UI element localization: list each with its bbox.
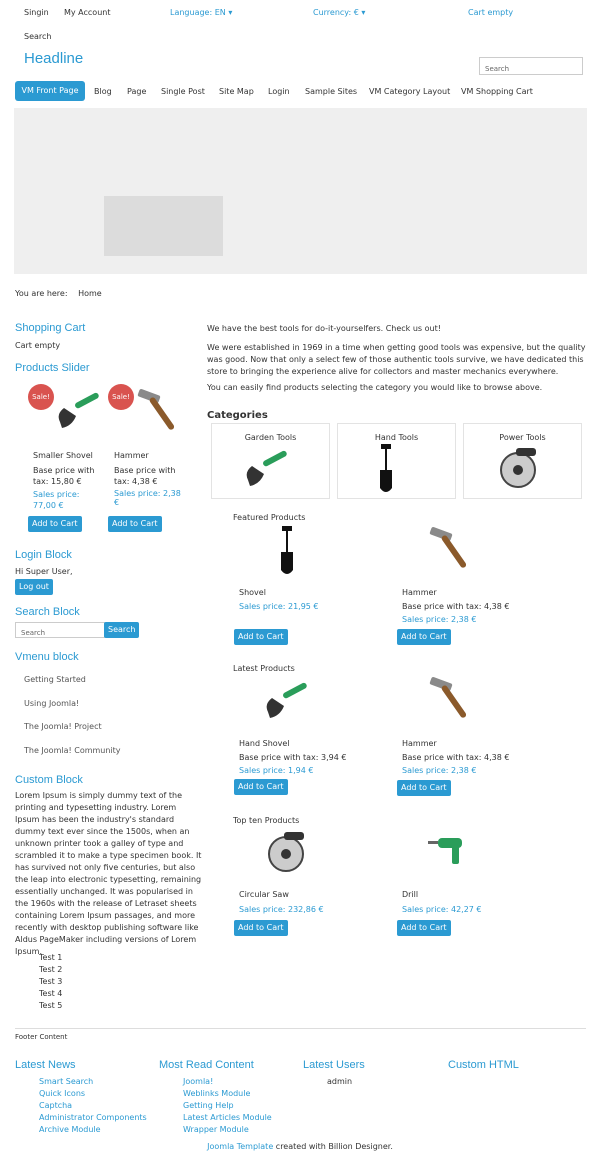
footer-link[interactable]: Joomla! [183,1077,214,1086]
header-search-input[interactable]: Search [479,57,583,75]
hammer-icon[interactable] [134,388,186,436]
base-price: Base price with tax: 4,38 € [402,602,510,611]
add-to-cart-button[interactable]: Add to Cart [28,516,82,532]
slider-product-name[interactable]: Smaller Shovel [33,451,93,460]
hand-tools-icon [378,444,394,496]
hammer-icon[interactable] [426,526,478,574]
nav-sample-sites[interactable]: Sample Sites [305,87,358,96]
breadcrumb-label: You are here: [15,289,68,298]
shovel-icon[interactable] [279,526,295,578]
credit-text: created with Billion Designer. [275,1142,393,1151]
signin-link[interactable]: Singin [24,8,49,17]
slider-sales-price: Sales price: 2,38 € [114,489,181,507]
add-to-cart-button[interactable]: Add to Cart [234,779,288,795]
sidebar-search-input[interactable]: Search [15,622,105,638]
footer-link[interactable]: Smart Search [39,1077,94,1086]
footer-credit [0,1142,600,1151]
add-to-cart-button[interactable]: Add to Cart [397,780,451,796]
custom-html-title: Custom HTML [448,1059,519,1071]
product-name[interactable]: Drill [402,890,419,899]
sales-price: Sales price: 2,38 € [402,615,477,624]
joomla-template-link[interactable]: Joomla Template [207,1142,274,1151]
base-price: Base price with tax: 3,94 € [239,753,347,762]
login-greeting: Hi Super User, [15,567,73,576]
most-read-title: Most Read Content [159,1059,254,1071]
add-to-cart-button[interactable]: Add to Cart [397,629,451,645]
slider-sales-price: Sales price: 77,00 € [33,490,80,510]
sale-badge: Sale! [28,384,54,410]
sales-price: Sales price: 42,27 € [402,905,482,914]
hammer-icon[interactable] [426,676,478,724]
top-ten-products-title: Top ten Products [233,816,300,825]
sales-price: Sales price: 21,95 € [239,602,319,611]
nav-vm-shopping-cart[interactable]: VM Shopping Cart [461,87,533,96]
add-to-cart-button[interactable]: Add to Cart [108,516,162,532]
language-select[interactable]: Language: EN ▾ [170,8,233,17]
power-tools-icon [496,446,542,490]
slider-base-price: Base price with tax: 15,80 € [33,466,95,486]
sales-price: Sales price: 1,94 € [239,766,314,775]
sales-price: Sales price: 2,38 € [402,766,477,775]
featured-products-title: Featured Products [233,513,306,522]
category-power-tools[interactable] [463,423,582,499]
footer-link[interactable]: Getting Help [183,1101,234,1110]
latest-user[interactable]: admin [327,1077,353,1086]
list-item: Test 3 [39,977,63,986]
base-price: Base price with tax: 4,38 € [402,753,510,762]
footer-link[interactable]: Captcha [39,1101,73,1110]
slider-product-name[interactable]: Hammer [114,451,149,460]
vmenu-item-using-joomla[interactable]: Using Joomla! [24,699,80,708]
custom-block-title: Custom Block [15,774,83,786]
slider-base-price: Base price with tax: 4,38 € [114,466,176,486]
banner-area [14,108,587,274]
login-block-title: Login Block [15,549,72,561]
list-item: Test 1 [39,953,63,962]
banner-image-placeholder [104,196,223,256]
latest-products-title: Latest Products [233,664,295,673]
footer-content-text: Footer Content [15,1033,68,1041]
site-headline[interactable]: Headline [24,50,84,67]
shopping-cart-title: Shopping Cart [15,322,86,334]
nav-vm-category-layout[interactable]: VM Category Layout [369,87,451,96]
add-to-cart-button[interactable]: Add to Cart [234,920,288,936]
vmenu-item-joomla-project[interactable]: The Joomla! Project [24,722,102,731]
intro-paragraph: We were established in 1969 in a time when getting good tools was expensive, but the quality was good. Now that only a select few of those authentic tools survive, we have dedicated this store to bringing the experience alive for collectors and master mechanics everywhere. [207,343,586,376]
add-to-cart-button[interactable]: Add to Cart [234,629,288,645]
drill-icon[interactable] [428,834,468,868]
product-name[interactable]: Hammer [402,739,437,748]
currency-select[interactable]: Currency: € ▾ [313,8,366,17]
intro-line-1: We have the best tools for do-it-yourselfers. Check us out! [207,324,441,333]
intro-line-3: You can easily find products selecting the category you would like to browse above. [207,383,543,392]
search-block-title: Search Block [15,606,80,618]
product-name[interactable]: Circular Saw [239,890,289,899]
category-hand-tools[interactable] [337,423,456,499]
list-item: Test 4 [39,989,63,998]
footer-link[interactable]: Wrapper Module [183,1125,249,1134]
footer-link[interactable]: Weblinks Module [183,1089,251,1098]
footer-link[interactable]: Latest Articles Module [183,1113,272,1122]
breadcrumb-home[interactable]: Home [78,289,102,298]
garden-tools-icon [242,450,294,490]
sales-price: Sales price: 232,86 € [239,905,324,914]
vmenu-item-getting-started[interactable]: Getting Started [24,675,86,684]
category-label: Hand Tools [374,433,419,442]
test-list [39,952,62,1012]
latest-users-title: Latest Users [303,1059,365,1071]
vmenu-item-joomla-community[interactable]: The Joomla! Community [24,746,121,755]
footer-link[interactable]: Archive Module [39,1125,101,1134]
category-garden-tools[interactable] [211,423,330,499]
cart-status-link[interactable]: Cart empty [468,8,514,17]
list-item: Test 5 [39,1001,63,1010]
nav-vm-front-page[interactable]: VM Front Page [15,81,85,101]
cart-empty-text: Cart empty [15,341,61,350]
nav-site-map[interactable]: Site Map [219,87,254,96]
product-name[interactable]: Hand Shovel [239,739,290,748]
caret-down-icon: ▾ [361,8,366,17]
products-slider-title: Products Slider [15,362,90,374]
category-label: Garden Tools [244,433,297,442]
circular-saw-icon[interactable] [264,830,310,874]
caret-down-icon: ▾ [228,8,233,17]
footer-link[interactable]: Administrator Components [39,1113,147,1122]
product-name[interactable]: Shovel [239,588,266,597]
add-to-cart-button[interactable]: Add to Cart [397,920,451,936]
my-account-link[interactable]: My Account [64,8,111,17]
product-name[interactable]: Hammer [402,588,437,597]
sidebar-search-button[interactable]: Search [104,622,139,638]
list-item: Test 2 [39,965,63,974]
footer-divider [15,1028,586,1029]
breadcrumb [15,289,102,298]
categories-title: Categories [207,410,268,421]
category-label: Power Tools [499,433,546,442]
footer-link[interactable]: Quick Icons [39,1089,86,1098]
logout-button[interactable]: Log out [15,579,53,595]
search-label: Search [24,32,52,41]
latest-news-title: Latest News [15,1059,76,1071]
vmenu-block-title: Vmenu block [15,651,79,663]
nav-blog[interactable]: Blog [94,87,112,96]
hand-shovel-icon[interactable] [262,682,314,722]
nav-page[interactable]: Page [127,87,147,96]
custom-block-text: Lorem Ipsum is simply dummy text of the printing and typesetting industry. Lorem Ipsum has been the industry's standard dummy text ever since the 1500s, when an unknown printer took a galley of type and scrambled it to make a type specimen book. It has survived not only five centuries, but also the leap into electronic typesetting, remaining essentially unchanged. It was popularised in the 1960s with the release of Letraset sheets containing Lorem Ipsum passages, and more recently with desktop publishing software like Aldus PageMaker including versions of Lorem Ipsum. [15,791,202,956]
smaller-shovel-icon[interactable] [54,392,106,432]
sale-badge: Sale! [108,384,134,410]
nav-login[interactable]: Login [268,87,290,96]
nav-single-post[interactable]: Single Post [161,87,205,96]
